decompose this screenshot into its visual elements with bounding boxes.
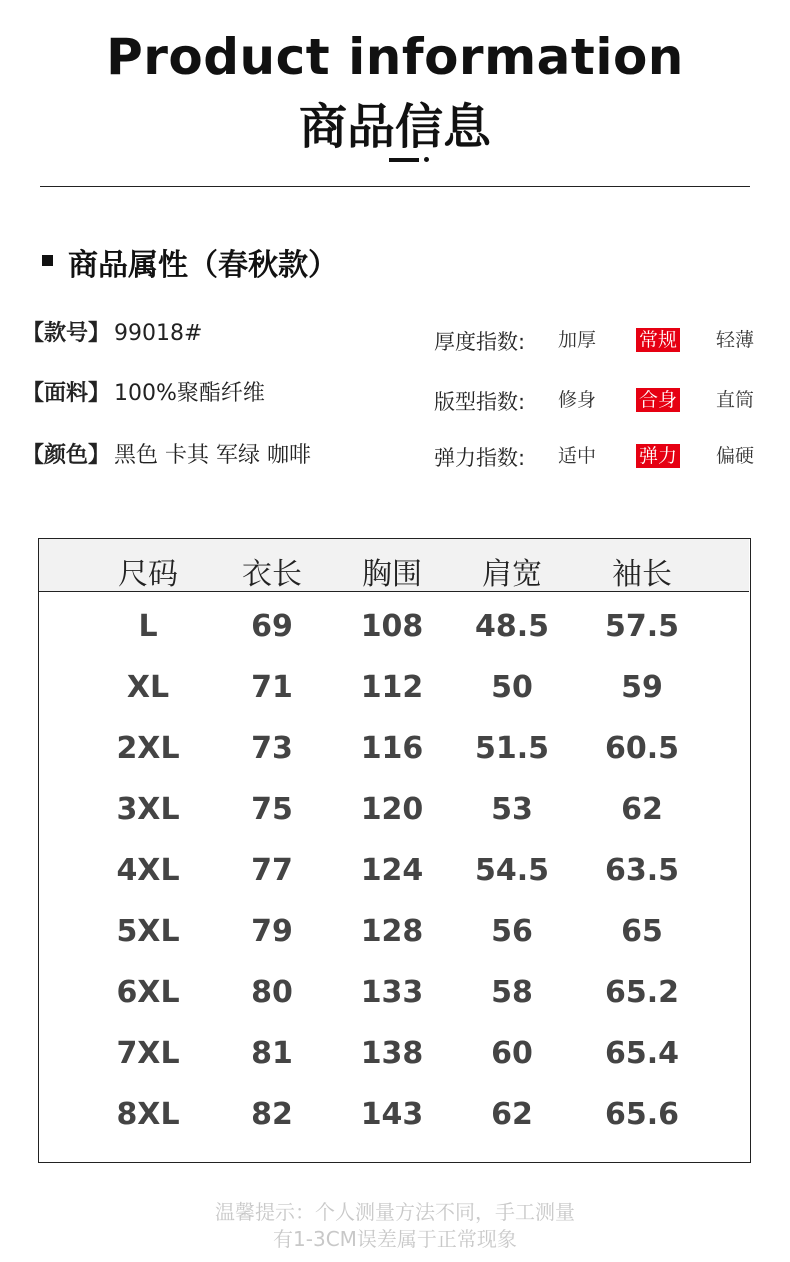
index-row [434, 386, 774, 414]
measurement-cell: 80 [251, 975, 293, 1010]
index-option: 加厚 [558, 329, 597, 351]
column-header: 尺码 [118, 557, 178, 592]
measurement-cell: 56 [491, 914, 533, 949]
size-cell: 5XL [116, 914, 180, 949]
attr-key: 【面料】 [22, 381, 111, 406]
measurement-cell: 124 [360, 853, 424, 888]
index-option-selected: 常规 [636, 328, 680, 352]
measurement-cell: 54.5 [474, 853, 550, 888]
measurement-cell: 62 [491, 1097, 533, 1132]
size-cell: 6XL [116, 975, 180, 1010]
measurement-cell: 69 [251, 609, 293, 644]
measurement-cell: 143 [360, 1097, 424, 1132]
measurement-cell: 79 [251, 914, 293, 949]
table-row [39, 975, 749, 1036]
measurement-cell: 108 [360, 609, 424, 644]
attr-key: 【颜色】 [22, 443, 111, 468]
size-cell: 2XL [116, 731, 180, 766]
section-title: 商品属性（春秋款） [68, 248, 338, 283]
index-option: 轻薄 [716, 329, 755, 351]
index-option-selected: 合身 [636, 388, 680, 412]
table-row [39, 1097, 749, 1158]
size-cell: 4XL [116, 853, 180, 888]
attr-key: 【款号】 [22, 321, 111, 346]
measurement-note-line2: 有1-3CM误差属于正常现象 [273, 1227, 517, 1251]
size-table [38, 538, 751, 1163]
measurement-cell: 59 [621, 670, 663, 705]
index-option-selected: 弹力 [636, 444, 680, 468]
table-row [39, 731, 749, 792]
measurement-cell: 65.2 [604, 975, 680, 1010]
table-row [39, 670, 749, 731]
measurement-cell: 63.5 [604, 853, 680, 888]
index-option: 直筒 [716, 389, 755, 411]
table-header [39, 539, 749, 592]
measurement-cell: 50 [491, 670, 533, 705]
index-row [434, 442, 774, 470]
measurement-cell: 73 [251, 731, 293, 766]
measurement-cell: 133 [360, 975, 424, 1010]
measurement-cell: 60.5 [604, 731, 680, 766]
measurement-cell: 65 [621, 914, 663, 949]
header-divider [40, 186, 750, 187]
size-cell: 8XL [116, 1097, 180, 1132]
index-label: 版型指数: [434, 390, 526, 414]
measurement-cell: 116 [360, 731, 424, 766]
column-header: 袖长 [612, 557, 672, 592]
index-row [434, 326, 774, 354]
measurement-cell: 71 [251, 670, 293, 705]
measurement-cell: 48.5 [474, 609, 550, 644]
table-row [39, 792, 749, 853]
measurement-cell: 65.6 [604, 1097, 680, 1132]
index-label: 厚度指数: [434, 330, 526, 354]
column-header: 胸围 [362, 557, 422, 592]
measurement-cell: 82 [251, 1097, 293, 1132]
section-bullet [42, 255, 53, 266]
measurement-cell: 75 [251, 792, 293, 827]
page-title-en: Product information [106, 28, 684, 86]
size-cell: 3XL [116, 792, 180, 827]
column-header: 衣长 [242, 557, 302, 592]
column-header: 肩宽 [482, 557, 542, 592]
size-cell: XL [126, 670, 170, 705]
size-cell: L [138, 609, 158, 644]
index-option: 修身 [558, 389, 597, 411]
size-cell: 7XL [116, 1036, 180, 1071]
index-option: 偏硬 [716, 445, 755, 467]
attr-value: 100%聚酯纤维 [114, 381, 265, 406]
title-underline-dot [424, 157, 429, 162]
index-option: 适中 [558, 445, 597, 467]
measurement-cell: 120 [360, 792, 424, 827]
measurement-cell: 112 [360, 670, 424, 705]
measurement-cell: 62 [621, 792, 663, 827]
measurement-note-line1: 温馨提示：个人测量方法不同，手工测量 [215, 1200, 575, 1224]
measurement-cell: 65.4 [604, 1036, 680, 1071]
measurement-cell: 77 [251, 853, 293, 888]
table-row [39, 1036, 749, 1097]
attr-value: 99018# [114, 321, 203, 346]
table-row [39, 914, 749, 975]
measurement-cell: 138 [360, 1036, 424, 1071]
measurement-cell: 128 [360, 914, 424, 949]
attr-value: 黑色 卡其 军绿 咖啡 [114, 443, 311, 468]
title-underline [389, 158, 419, 162]
measurement-cell: 51.5 [474, 731, 550, 766]
table-row [39, 853, 749, 914]
attr-fabric [22, 376, 265, 407]
measurement-cell: 60 [491, 1036, 533, 1071]
attr-colors [22, 438, 311, 469]
measurement-cell: 58 [491, 975, 533, 1010]
page-title-cn: 商品信息 [298, 99, 491, 155]
attr-style-number [22, 316, 202, 347]
index-label: 弹力指数: [434, 446, 526, 470]
measurement-cell: 81 [251, 1036, 293, 1071]
measurement-cell: 53 [491, 792, 533, 827]
table-row [39, 609, 749, 670]
measurement-cell: 57.5 [604, 609, 680, 644]
